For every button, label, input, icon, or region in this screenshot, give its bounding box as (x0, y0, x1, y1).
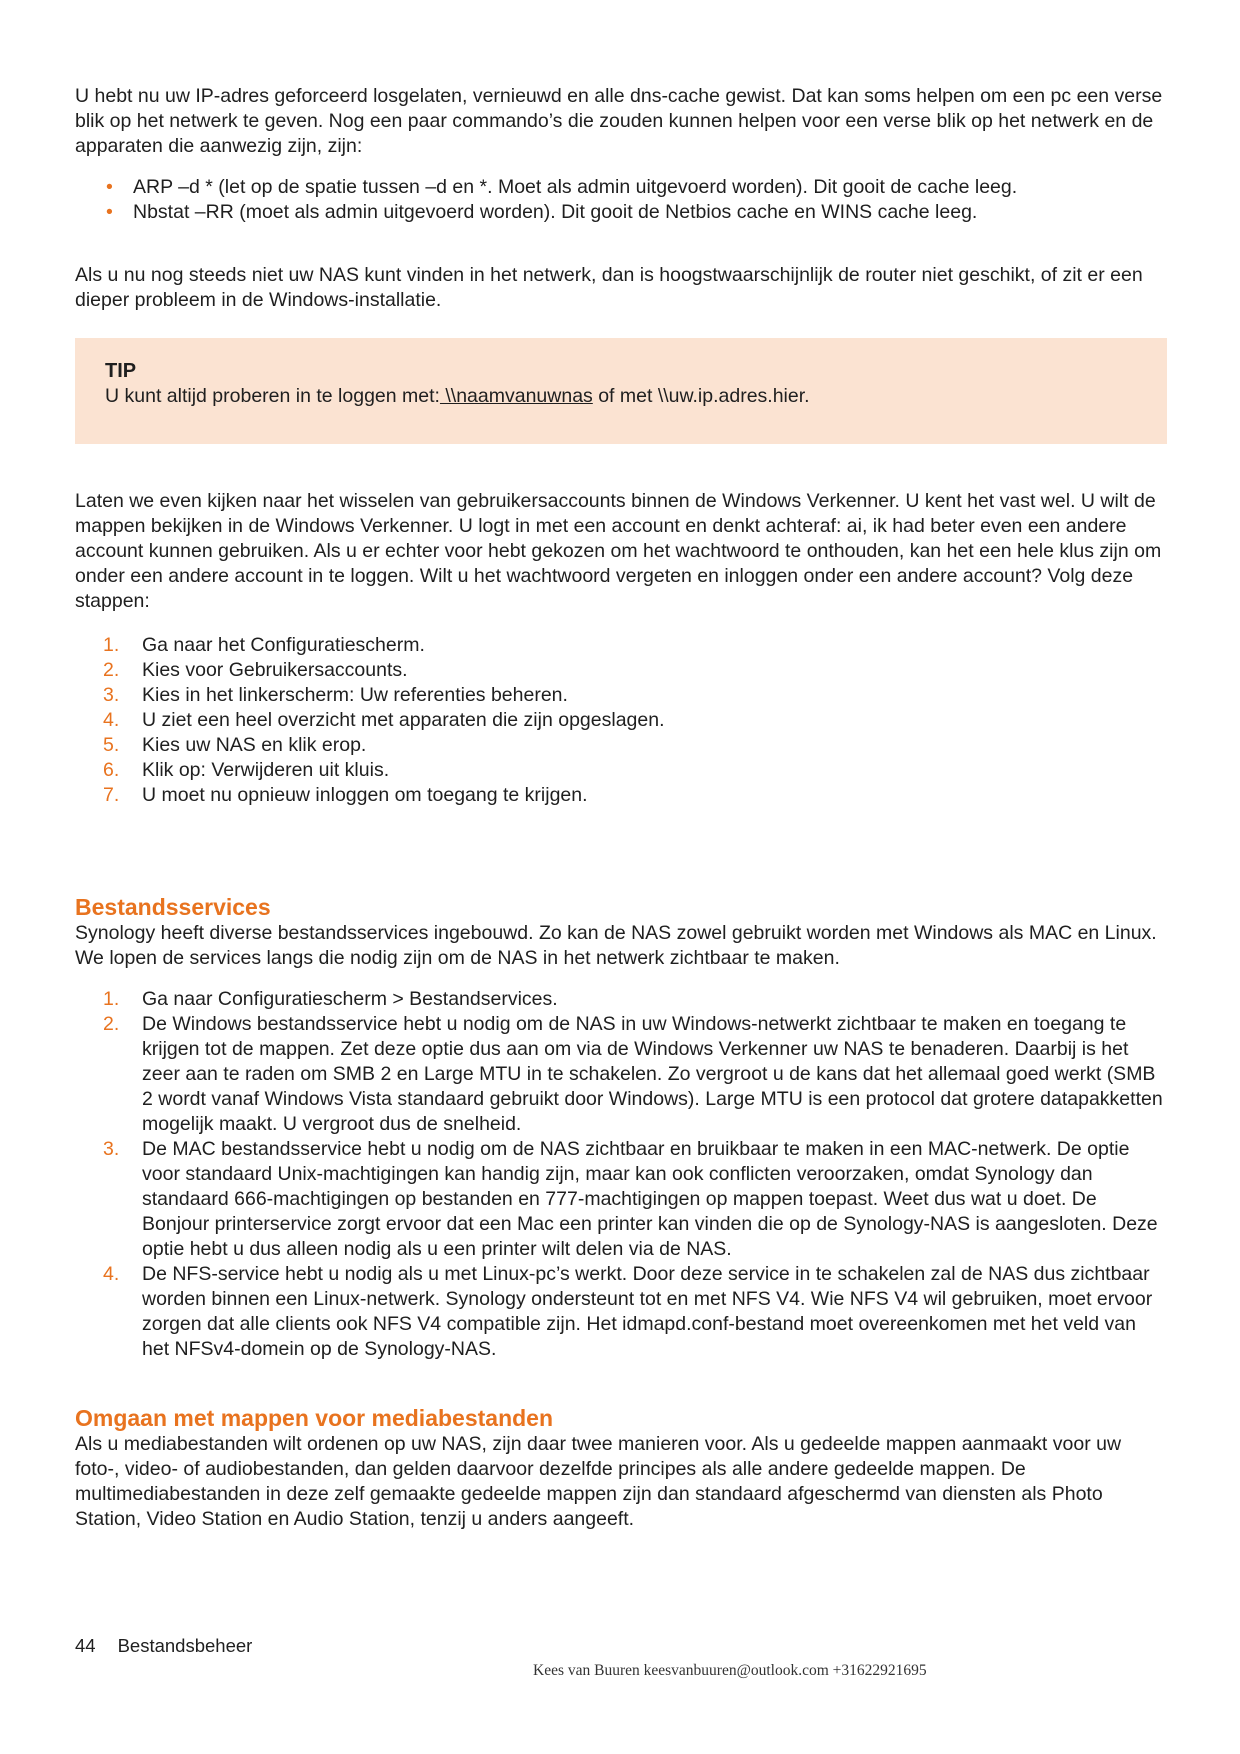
tip-path-link[interactable]: \\naamvanuwnas (439, 385, 593, 407)
step-text: Kies in het linkerscherm: Uw referenties beheren. (142, 684, 568, 706)
account-steps-list (75, 633, 1167, 808)
step-number: 1. (103, 988, 120, 1010)
step-item (75, 758, 1167, 783)
step-text: Klik op: Verwijderen uit kluis. (142, 759, 390, 781)
file-services-steps-list (75, 987, 1167, 1362)
step-number: 7. (103, 784, 120, 806)
step-item (75, 1262, 1167, 1362)
page-footer (75, 1635, 252, 1657)
step-number: 2. (103, 1013, 120, 1035)
tip-title: TIP (105, 360, 137, 382)
file-services-heading: Bestandsservices (75, 894, 271, 920)
step-text: De MAC bestandsservice hebt u nodig om de NAS zichtbaar en bruikbaar te maken in een MAC-netwerk. De optie voor standaard Unix-machtigingen kan handig zijn, maar kan ook conflicten veroorzaken, omdat Synology dan standaard 666-machtigingen op bestanden en 777-machtigingen op mappen toepast. Weet dus wat u doet. De Bonjour printerservice zorgt ervoor dat een Mac een printer kan vinden die op de Synology-NAS is aangesloten. Deze optie hebt u dus alleen nodig als u een printer wilt delen via de NAS. (142, 1138, 1158, 1260)
step-number: 1. (103, 634, 120, 656)
contact-line: Kees van Buuren keesvanbuuren@outlook.com +31622921695 (533, 1662, 927, 1679)
step-text: Ga naar Configuratiescherm > Bestandservices. (142, 988, 558, 1010)
nas-paragraph: Als u nu nog steeds niet uw NAS kunt vinden in het netwerk, dan is hoogstwaarschijnlijk de router niet geschikt, of zit er een dieper probleem in de Windows-installatie. (75, 264, 1143, 311)
step-number: 3. (103, 1138, 120, 1160)
media-paragraph: Als u mediabestanden wilt ordenen op uw NAS, zijn daar twee manieren voor. Als u gedeelde mappen aanmaakt voor uw foto-, video- of audiobestanden, dan gelden daarvoor dezelfde principes als alle andere gedeelde mappen. De multimediabestanden in deze zelf gemaakte gedeelde mappen zijn dan standaard afgeschermd van diensten als Photo Station, Video Station en Audio Station, tenzij u anders aangeeft. (75, 1433, 1122, 1530)
bullet-text: ARP –d * (let op de spatie tussen –d en *. Moet als admin uitgevoerd worden). Dit gooit de cache leeg. (133, 176, 1018, 198)
step-item (75, 783, 1167, 808)
step-text: U moet nu opnieuw inloggen om toegang te krijgen. (142, 784, 588, 806)
tip-text-before: U kunt altijd proberen in te loggen met: (105, 385, 440, 407)
step-text: Kies voor Gebruikersaccounts. (142, 659, 408, 681)
step-text: De Windows bestandsservice hebt u nodig om de NAS in uw Windows-netwerkt zichtbaar te maken en toegang te krijgen tot de mappen. Zet deze optie dus aan om via de Windows Verkenner uw NAS te benaderen. Daarbij is het zeer aan te raden om SMB 2 en Large MTU in te schakelen. Zo vergroot u de kans dat het allemaal goed werkt (SMB 2 wordt vanaf Windows Vista standaard gebruikt door Windows). Large MTU is een protocol dat grotere datapakketten mogelijk maakt. U vergroot dus de snelheid. (142, 1013, 1163, 1135)
step-item (75, 683, 1167, 708)
step-item (75, 1137, 1167, 1262)
step-number: 4. (103, 709, 120, 731)
step-item (75, 633, 1167, 658)
command-bullet-list (75, 175, 1167, 225)
accounts-paragraph: Laten we even kijken naar het wisselen van gebruikersaccounts binnen de Windows Verkenner. U kent het vast wel. U wilt de mappen bekijken in de Windows Verkenner. U logt in met een account en denkt achteraf: ai, ik had beter even een andere account kunnen gebruiken. Als u er echter voor hebt gekozen om het wachtwoord te onthouden, kan het een hele klus zijn om onder een andere account in te loggen. Wilt u het wachtwoord vergeten en inloggen onder een andere account? Volg deze stappen: (75, 490, 1162, 612)
intro-paragraph: U hebt nu uw IP-adres geforceerd losgelaten, vernieuwd en alle dns-cache gewist. Dat kan soms helpen om een pc een verse blik op het netwerk te geven. Nog een paar commando’s die zouden kunnen helpen voor een verse blik op het netwerk en de apparaten die aanwezig zijn, zijn: (75, 85, 1163, 157)
step-number: 5. (103, 734, 120, 756)
step-number: 4. (103, 1263, 120, 1285)
step-number: 3. (103, 684, 120, 706)
bullet-dot-icon: • (106, 201, 113, 223)
step-text: Ga naar het Configuratiescherm. (142, 634, 425, 656)
media-heading: Omgaan met mappen voor mediabestanden (75, 1405, 554, 1431)
file-services-paragraph: Synology heeft diverse bestandsservices ingebouwd. Zo kan de NAS zowel gebruikt worden met Windows als MAC en Linux. We lopen de services langs die nodig zijn om de NAS in het netwerk zichtbaar te maken. (75, 922, 1157, 969)
step-item (75, 733, 1167, 758)
step-number: 6. (103, 759, 120, 781)
step-item (75, 708, 1167, 733)
bullet-item (75, 175, 1167, 200)
step-item (75, 658, 1167, 683)
bullet-item (75, 200, 1167, 225)
chapter-title: Bestandsbeheer (117, 1635, 253, 1656)
step-text: Kies uw NAS en klik erop. (142, 734, 367, 756)
page-number: 44 (75, 1635, 96, 1656)
step-text: U ziet een heel overzicht met apparaten die zijn opgeslagen. (142, 709, 665, 731)
tip-box (75, 338, 1167, 444)
step-number: 2. (103, 659, 120, 681)
step-item (75, 987, 1167, 1012)
page-content (75, 84, 1167, 1532)
tip-text-middle: of met \\uw.ip.adres.hier. (592, 385, 810, 407)
bullet-dot-icon: • (106, 176, 113, 198)
step-text: De NFS-service hebt u nodig als u met Linux-pc’s werkt. Door deze service in te schakelen zal de NAS dus zichtbaar worden binnen een Linux-netwerk. Synology ondersteunt tot en met NFS V4. Wie NFS V4 wil gebruiken, moet ervoor zorgen dat alle clients ook NFS V4 compatible zijn. Het idmapd.conf-bestand moet overeenkomen met het veld van het NFSv4-domein op de Synology-NAS. (142, 1263, 1153, 1360)
bullet-text: Nbstat –RR (moet als admin uitgevoerd worden). Dit gooit de Netbios cache en WINS cache leeg. (133, 201, 978, 223)
tip-text (105, 384, 1137, 409)
step-item (75, 1012, 1167, 1137)
